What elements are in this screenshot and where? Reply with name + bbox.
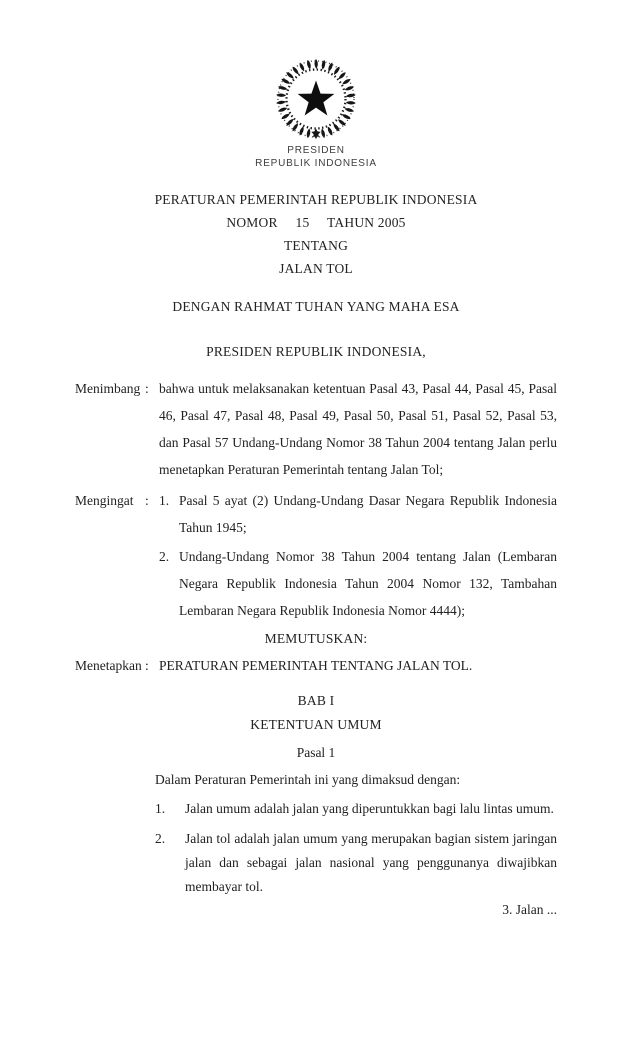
recalling-section bbox=[75, 487, 557, 624]
considering-text: bahwa untuk melaksanakan ketentuan Pasal 43, Pasal 44, Pasal 45, Pasal 46, Pasal 47, Pasal 48, Pasal 49, Pasal 50, Pasal 51, Pasal 52, Pasal 53, dan Pasal 57 Undang-Undang Nomor 38 Tahun 2004 tentang Jalan perlu menetapkan Peraturan Pemerintah tentang Jalan Tol; bbox=[159, 381, 557, 477]
considering-colon: : bbox=[145, 381, 149, 396]
list-item bbox=[159, 543, 557, 624]
enacting-section bbox=[75, 652, 557, 679]
article-body bbox=[155, 768, 557, 899]
article-intro: Dalam Peraturan Pemerintah ini yang dimaksud dengan: bbox=[155, 772, 461, 787]
list-item bbox=[159, 487, 557, 541]
considering-section bbox=[75, 375, 557, 483]
definition-item bbox=[155, 797, 557, 821]
article-heading: Pasal 1 bbox=[296, 745, 336, 760]
invocation-line: DENGAN RAHMAT TUHAN YANG MAHA ESA bbox=[172, 299, 460, 314]
title-line-peraturan: PERATURAN PEMERINTAH REPUBLIK INDONESIA bbox=[154, 192, 478, 207]
chapter-number: BAB I bbox=[297, 693, 335, 708]
list-item-number: 2. bbox=[159, 549, 170, 564]
presidential-seal-icon bbox=[272, 55, 360, 143]
letterhead-republik-label: REPUBLIK INDONESIA bbox=[255, 158, 377, 169]
decision-heading: MEMUTUSKAN: bbox=[264, 631, 368, 646]
considering-label: Menimbang bbox=[75, 381, 141, 396]
letterhead-presiden-label: PRESIDEN bbox=[287, 145, 345, 156]
list-item-number: 1. bbox=[159, 493, 170, 508]
definition-number: 1. bbox=[155, 801, 166, 816]
authority-line: PRESIDEN REPUBLIK INDONESIA, bbox=[206, 344, 426, 359]
title-line-subject: JALAN TOL bbox=[279, 261, 353, 276]
title-line-tentang: TENTANG bbox=[283, 238, 349, 253]
definition-item bbox=[155, 827, 557, 899]
catchword: 3. Jalan ... bbox=[502, 902, 557, 917]
definition-number: 2. bbox=[155, 831, 166, 846]
list-item-text: Undang-Undang Nomor 38 Tahun 2004 tentang Jalan (Lembaran Negara Republik Indonesia Tahun 2004 Nomor 132, Tambahan Lembaran Negara Republik Indonesia Nomor 4444); bbox=[179, 549, 557, 618]
definition-text: Jalan tol adalah jalan umum yang merupakan bagian sistem jaringan jalan dan sebagai jalan nasional yang penggunanya diwajibkan membayar tol. bbox=[185, 831, 557, 894]
definitions-list bbox=[155, 797, 557, 899]
enacting-text: PERATURAN PEMERINTAH TENTANG JALAN TOL. bbox=[159, 658, 473, 673]
chapter-heading bbox=[75, 689, 557, 737]
title-line-nomor-tahun: NOMOR 15 TAHUN 2005 bbox=[226, 215, 406, 230]
regulation-title bbox=[75, 188, 557, 280]
recalling-label: Mengingat bbox=[75, 493, 134, 508]
recalling-list bbox=[159, 487, 557, 624]
recalling-colon: : bbox=[145, 493, 149, 508]
list-item-text: Pasal 5 ayat (2) Undang-Undang Dasar Negara Republik Indonesia Tahun 1945; bbox=[179, 493, 557, 535]
enacting-label: Menetapkan bbox=[75, 658, 142, 673]
definition-text: Jalan umum adalah jalan yang diperuntukkan bagi lalu lintas umum. bbox=[185, 801, 554, 816]
letterhead bbox=[75, 144, 557, 170]
chapter-title: KETENTUAN UMUM bbox=[250, 717, 382, 732]
enacting-colon: : bbox=[145, 658, 149, 673]
